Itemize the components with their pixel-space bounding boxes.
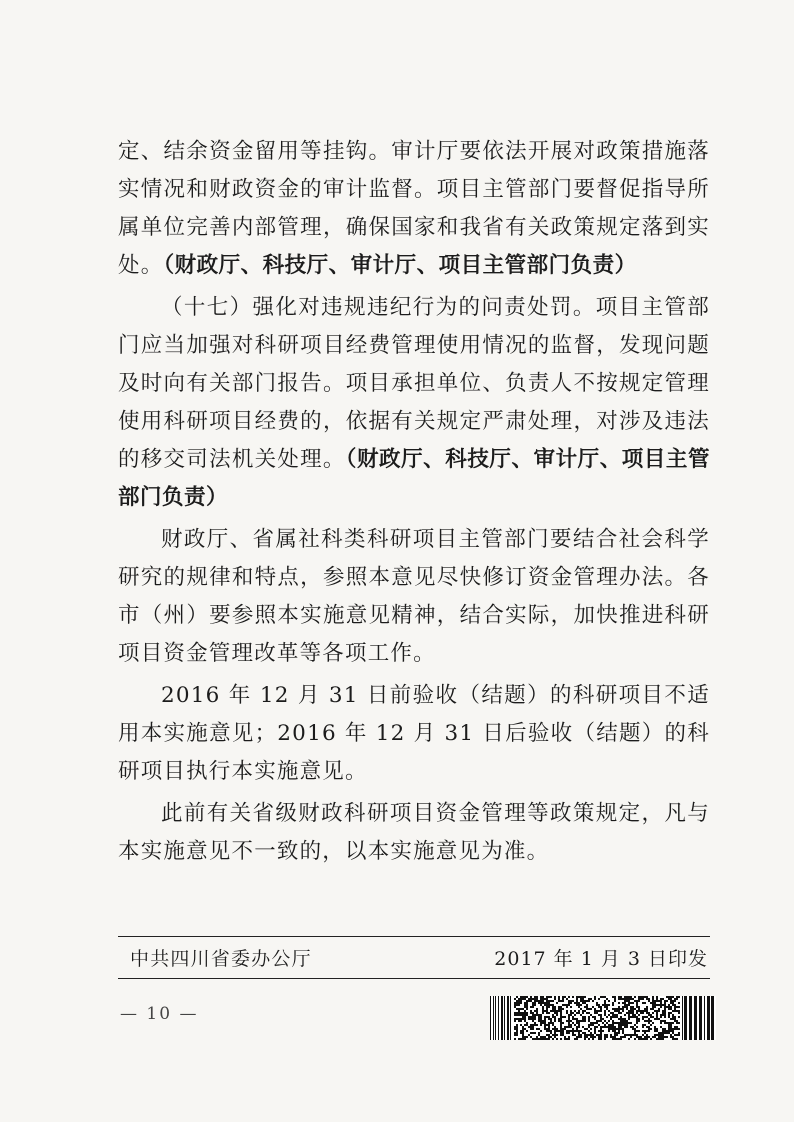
paragraph-precedence [118,795,710,871]
body-text [118,133,710,871]
responsible-departments: （财政厅、科技厅、审计厅、项目主管部门负责） [163,253,637,278]
paragraph-text: 2016 年 12 月 31 日前验收（结题）的科研项目不适用本实施意见；2016 年 12 月 31 日后验收（结题）的科研项目执行本实施意见。 [118,683,710,784]
footer-rule-top [118,936,710,937]
responsible-departments: （财政厅、科技厅、审计厅、项目主管部门负责） [118,447,710,510]
footer-date: 2017 年 1 月 3 日印发 [494,948,708,970]
paragraph-text: 定、结余资金留用等挂钩。审计厅要依法开展对政策措施落实情况和财政资金的审计监督。项目主管部门要督促指导所属单位完善内部管理，确保国家和我省有关政策规定落到实处。 [118,139,710,278]
footer-rule-bottom [118,978,710,979]
barcode-icon [490,996,716,1040]
footer-issuer: 中共四川省委办公厅 [130,948,312,970]
paragraph-text: （十七）强化对违规违纪行为的问责处罚。项目主管部门应当加强对科研项目经费管理使用情况的监督，发现问题及时向有关部门报告。项目承担单位、负责人不按规定管理使用科研项目经费的，依据有关规定严肃处理，对涉及违法的移交司法机关处理。 [118,295,710,472]
paragraph-text: 财政厅、省属社科类科研项目主管部门要结合社会科学研究的规律和特点，参照本意见尽快修订资金管理办法。各市（州）要参照本实施意见精神，结合实际，加快推进科研项目资金管理改革等各项工作。 [118,527,710,666]
paragraph-continuation [118,133,710,285]
paragraph-effective-date [118,677,710,791]
paragraph-text: 此前有关省级财政科研项目资金管理等政策规定，凡与本实施意见不一致的，以本实施意见为准。 [118,801,710,864]
page-number: — 10 — [120,1004,199,1024]
paragraph-social-science [118,521,710,673]
paragraph-item-17 [118,289,710,517]
